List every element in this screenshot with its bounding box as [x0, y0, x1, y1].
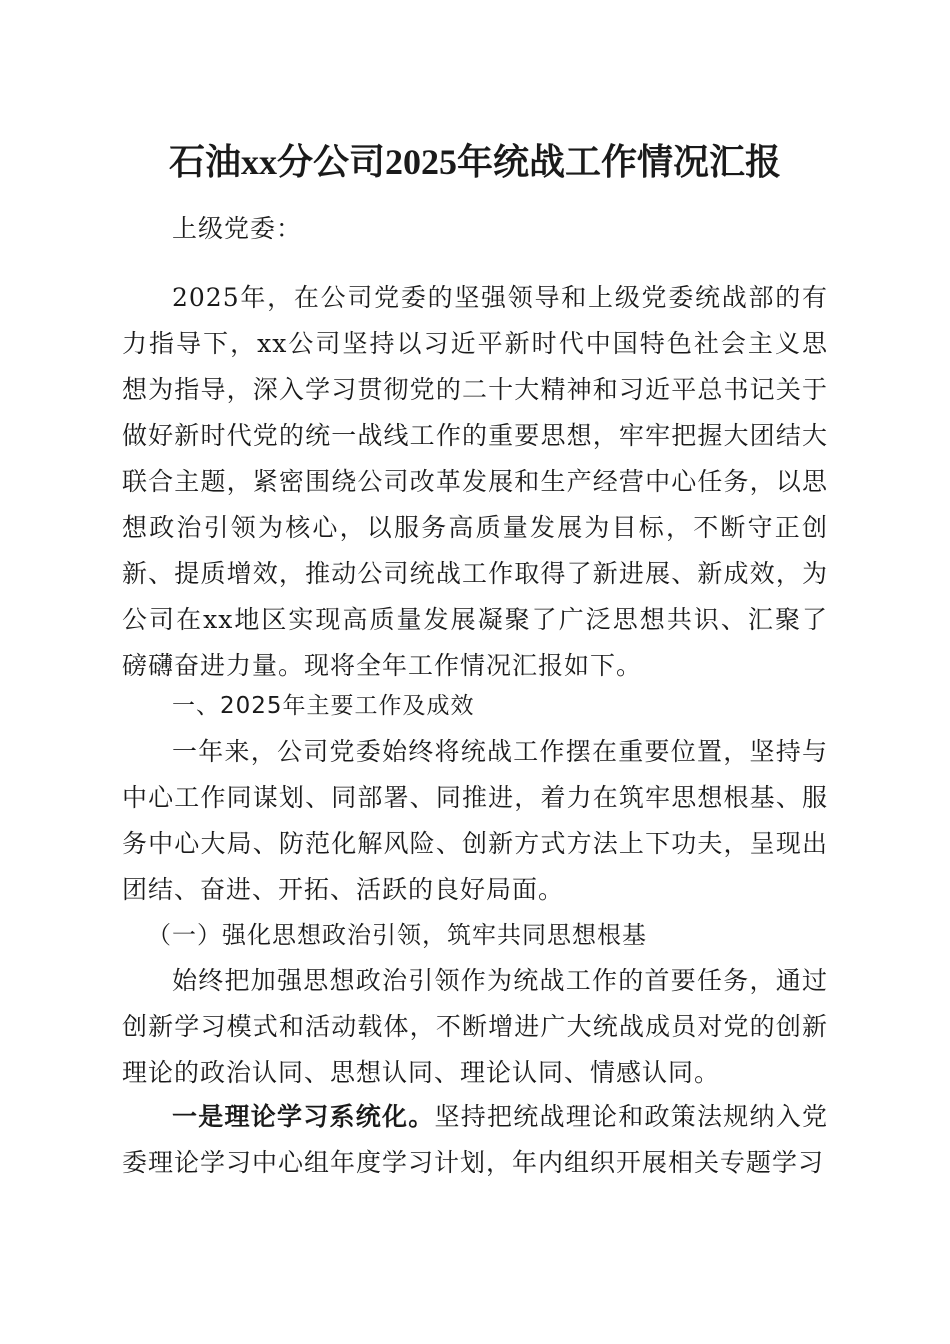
section-heading-1: 一、2025年主要工作及成效: [172, 693, 475, 719]
document-title: 石油xx分公司2025年统战工作情况汇报: [168, 142, 781, 182]
theory-study-paragraph: [122, 1094, 828, 1186]
salutation: 上级党委：: [172, 214, 303, 243]
subsection-heading-1: （一）强化思想政治引领，筑牢共同思想根基: [147, 921, 647, 949]
paragraph-lead: 一是理论学习系统化。: [172, 1102, 435, 1131]
intro-paragraph: 2025年，在公司党委的坚强领导和上级党委统战部的有力指导下，xx公司坚持以习近平新时代中国特色社会主义思想为指导，深入学习贯彻党的二十大精神和习近平总书记关于做好新时代党的统一战线工作的重要思想，牢牢把握大团结大联合主题，紧密围绕公司改革发展和生产经营中心任务，以思想政治引领为核心，以服务高质量发展为目标，不断守正创新、提质增效，推动公司统战工作取得了新进展、新成效，为公司在xx地区实现高质量发展凝聚了广泛思想共识、汇聚了磅礴奋进力量。现将全年工作情况汇报如下。: [122, 283, 828, 680]
paragraph-body: 坚持把统战理论和政策法规纳入党委理论学习中心组年度学习计划，年内组织开展相关专题学习: [122, 1102, 828, 1177]
subsection-paragraph: 始终把加强思想政治引领作为统战工作的首要任务，通过创新学习模式和活动载体，不断增进广大统战成员对党的创新理论的政治认同、思想认同、理论认同、情感认同。: [122, 966, 828, 1087]
overview-paragraph: 一年来，公司党委始终将统战工作摆在重要位置，坚持与中心工作同谋划、同部署、同推进，着力在筑牢思想根基、服务中心大局、防范化解风险、创新方式方法上下功夫，呈现出团结、奋进、开拓、活跃的良好局面。: [122, 737, 828, 904]
